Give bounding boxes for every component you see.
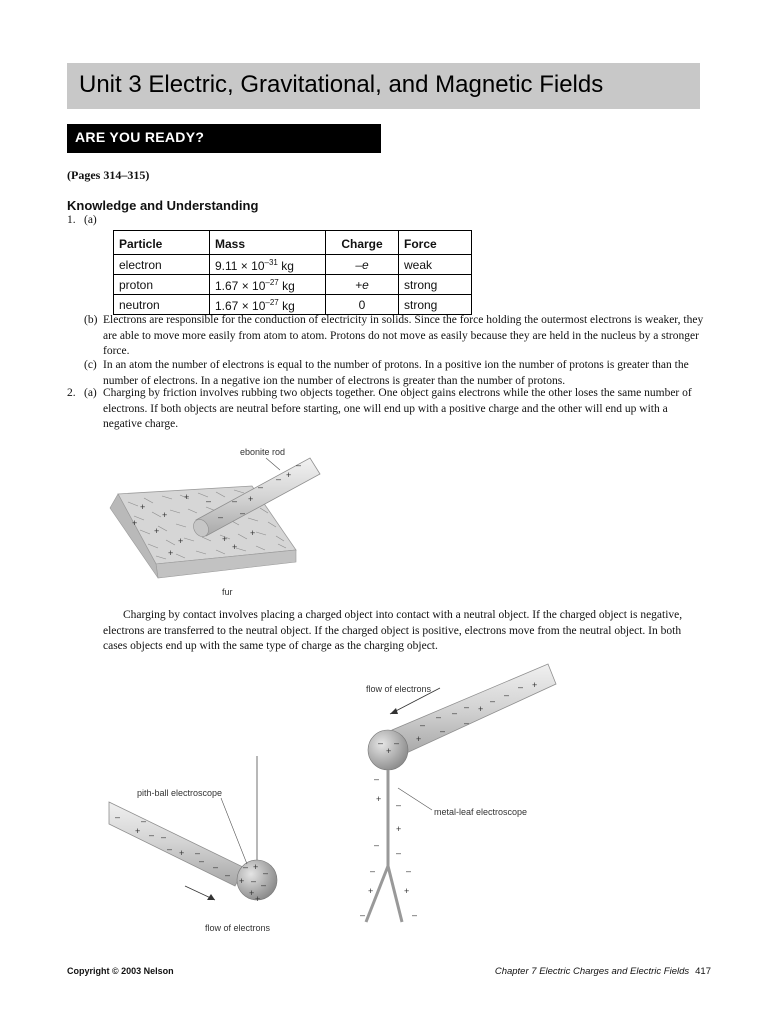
mass-cell: $9.11 \times 10^{-31}$ kg [210,255,326,275]
svg-text:+: + [179,848,185,858]
pith-ball-leader-line [221,798,247,864]
svg-text:+: + [404,886,410,896]
answer-1c-text: In an atom the number of electrons is equal to the number of protons. In a positive ion the number of protons is greater than the number of electrons. In a negative ion the number of electrons is greater than the number of protons. [103,359,689,387]
answer-2a [67,386,704,433]
svg-text:+: + [286,470,292,480]
answer-1c [84,358,704,389]
svg-text:–: – [167,844,173,854]
svg-text:–: – [518,682,524,692]
contact-text: Charging by contact involves placing a charged object into contact with a neutral object. If the charged object is negative, electrons are transferred to the neutral object. If the charged object is positive, electrons move from the neutral object. In both cases objects end up with the same type of charge as the charging object. [103,609,683,652]
svg-text:+: + [135,826,141,836]
charged-rod [392,664,556,756]
svg-text:–: – [378,738,384,748]
flow-of-electrons-label: flow of electrons [366,684,432,694]
charge-cell: –e [326,255,399,275]
section-title: ARE YOU READY? [75,129,205,145]
mass-cell: $1.67 \times 10^{-27}$ kg [210,295,326,315]
electroscope-leader-line [398,788,432,810]
svg-text:–: – [504,690,510,700]
svg-text:+: + [478,704,484,714]
svg-text:+: + [249,888,255,898]
electroscope-ball [368,730,408,770]
svg-text:+: + [178,536,184,546]
pith-ball-electroscope-label: pith-ball electroscope [137,788,223,798]
svg-text:–: – [374,840,380,850]
force-cell: strong [399,295,472,315]
pages-reference: (Pages 314–315) [67,168,150,182]
svg-text:+: + [132,518,138,528]
table-header-row [114,231,472,255]
unit-banner [67,63,700,109]
question-2-number: 2. [67,387,76,399]
table-header: Mass [210,231,326,255]
svg-text:–: – [464,718,470,728]
svg-text:+: + [250,528,256,538]
answer-1c-label: (c) [84,359,97,371]
ebonite-rod-label: ebonite rod [240,447,286,457]
svg-text:–: – [225,870,231,880]
fur-label: fur [222,587,233,597]
svg-text:+: + [222,534,228,544]
charged-rod [109,802,245,886]
svg-text:–: – [276,474,282,484]
svg-text:+: + [140,502,146,512]
svg-text:+: + [248,494,254,504]
answer-2a-label: (a) [84,387,97,399]
table-row [114,295,472,315]
svg-text:–: – [374,774,380,784]
answer-1b-label: (b) [84,314,98,326]
copyright-notice: Copyright © 2003 Nelson [67,966,174,976]
svg-text:–: – [195,848,201,858]
chapter-title: Chapter 7 Electric Charges and Electric Fields [494,966,690,977]
svg-text:+: + [386,746,392,756]
particle-table [113,230,472,315]
svg-text:+: + [162,510,168,520]
svg-text:+: + [168,548,174,558]
svg-text:–: – [396,848,402,858]
page-number: 417 [695,966,711,977]
svg-text:–: – [370,866,376,876]
table-header: Force [399,231,472,255]
svg-text:+: + [232,542,238,552]
svg-text:–: – [263,868,269,878]
force-cell: weak [399,255,472,275]
particle-cell: electron [114,255,210,275]
contact-paragraph [103,608,704,655]
svg-text:–: – [440,726,446,736]
unit-title: Unit 3 Electric, Gravitational, and Magnetic Fields [79,71,604,98]
question-1-number: 1. [67,214,76,226]
svg-text:–: – [258,482,264,492]
svg-text:+: + [253,862,259,872]
answer-1b-text: Electrons are responsible for the conduction of electricity in solids. Since the force holding the outermost electrons is weaker, they are able to move more easily from atom to atom. Protons do not move as easily because they are held in the nucleus by a stronger force. [103,314,704,357]
svg-text:+: + [416,734,422,744]
section-bar [67,124,381,153]
flow-of-electrons-label: flow of electrons [205,923,271,933]
svg-text:–: – [490,696,496,706]
rod-leader-line [266,458,280,470]
pith-ball-electroscope-figure [105,752,290,942]
charge-cell: 0 [326,295,399,315]
pith-ball [237,860,277,904]
svg-text:–: – [452,708,458,718]
svg-text:–: – [261,880,267,890]
svg-text:–: – [396,800,402,810]
particle-cell: proton [114,275,210,295]
svg-text:–: – [149,830,155,840]
svg-text:+: + [368,886,374,896]
knowledge-heading: Knowledge and Understanding [67,198,259,213]
svg-text:+: + [532,680,538,690]
svg-text:+: + [154,526,160,536]
svg-text:–: – [412,910,418,920]
svg-text:–: – [406,866,412,876]
charge-cell: +e [326,275,399,295]
table-row [114,275,472,295]
svg-text:–: – [213,862,219,872]
svg-text:–: – [243,862,249,872]
force-cell: strong [399,275,472,295]
table-header: Particle [114,231,210,255]
svg-text:–: – [232,496,238,506]
svg-text:+: + [184,492,190,502]
arrowhead-icon [390,708,398,714]
table-header: Charge [326,231,399,255]
friction-charging-figure [100,438,330,603]
svg-text:–: – [115,812,121,822]
metal-leaf-electroscope-label: metal-leaf electroscope [434,807,528,817]
metal-leaf-electroscope-figure [340,660,565,935]
svg-text:+: + [239,876,245,886]
svg-text:+: + [376,794,382,804]
svg-text:–: – [240,508,246,518]
svg-text:–: – [161,832,167,842]
chapter-footer [495,966,711,977]
svg-text:–: – [464,702,470,712]
svg-text:–: – [251,876,257,886]
svg-text:–: – [206,496,212,506]
svg-text:–: – [218,512,224,522]
svg-text:+: + [396,824,402,834]
svg-text:–: – [436,712,442,722]
question-1a-label: (a) [84,214,97,226]
svg-text:–: – [199,856,205,866]
svg-text:–: – [394,738,400,748]
answer-2a-text: Charging by friction involves rubbing two objects together. One object gains electrons while the other loses the same number of electrons. If both objects are neutral before starting, one will end up with a positive charge and the other will end up with a negative charge. [103,387,692,430]
mass-cell: $1.67 \times 10^{-27}$ kg [210,275,326,295]
particle-cell: neutron [114,295,210,315]
svg-text:–: – [360,910,366,920]
svg-text:+: + [255,894,261,904]
answer-1b [84,313,704,360]
svg-text:–: – [141,816,147,826]
svg-text:–: – [296,460,302,470]
table-row [114,255,472,275]
svg-text:–: – [420,720,426,730]
